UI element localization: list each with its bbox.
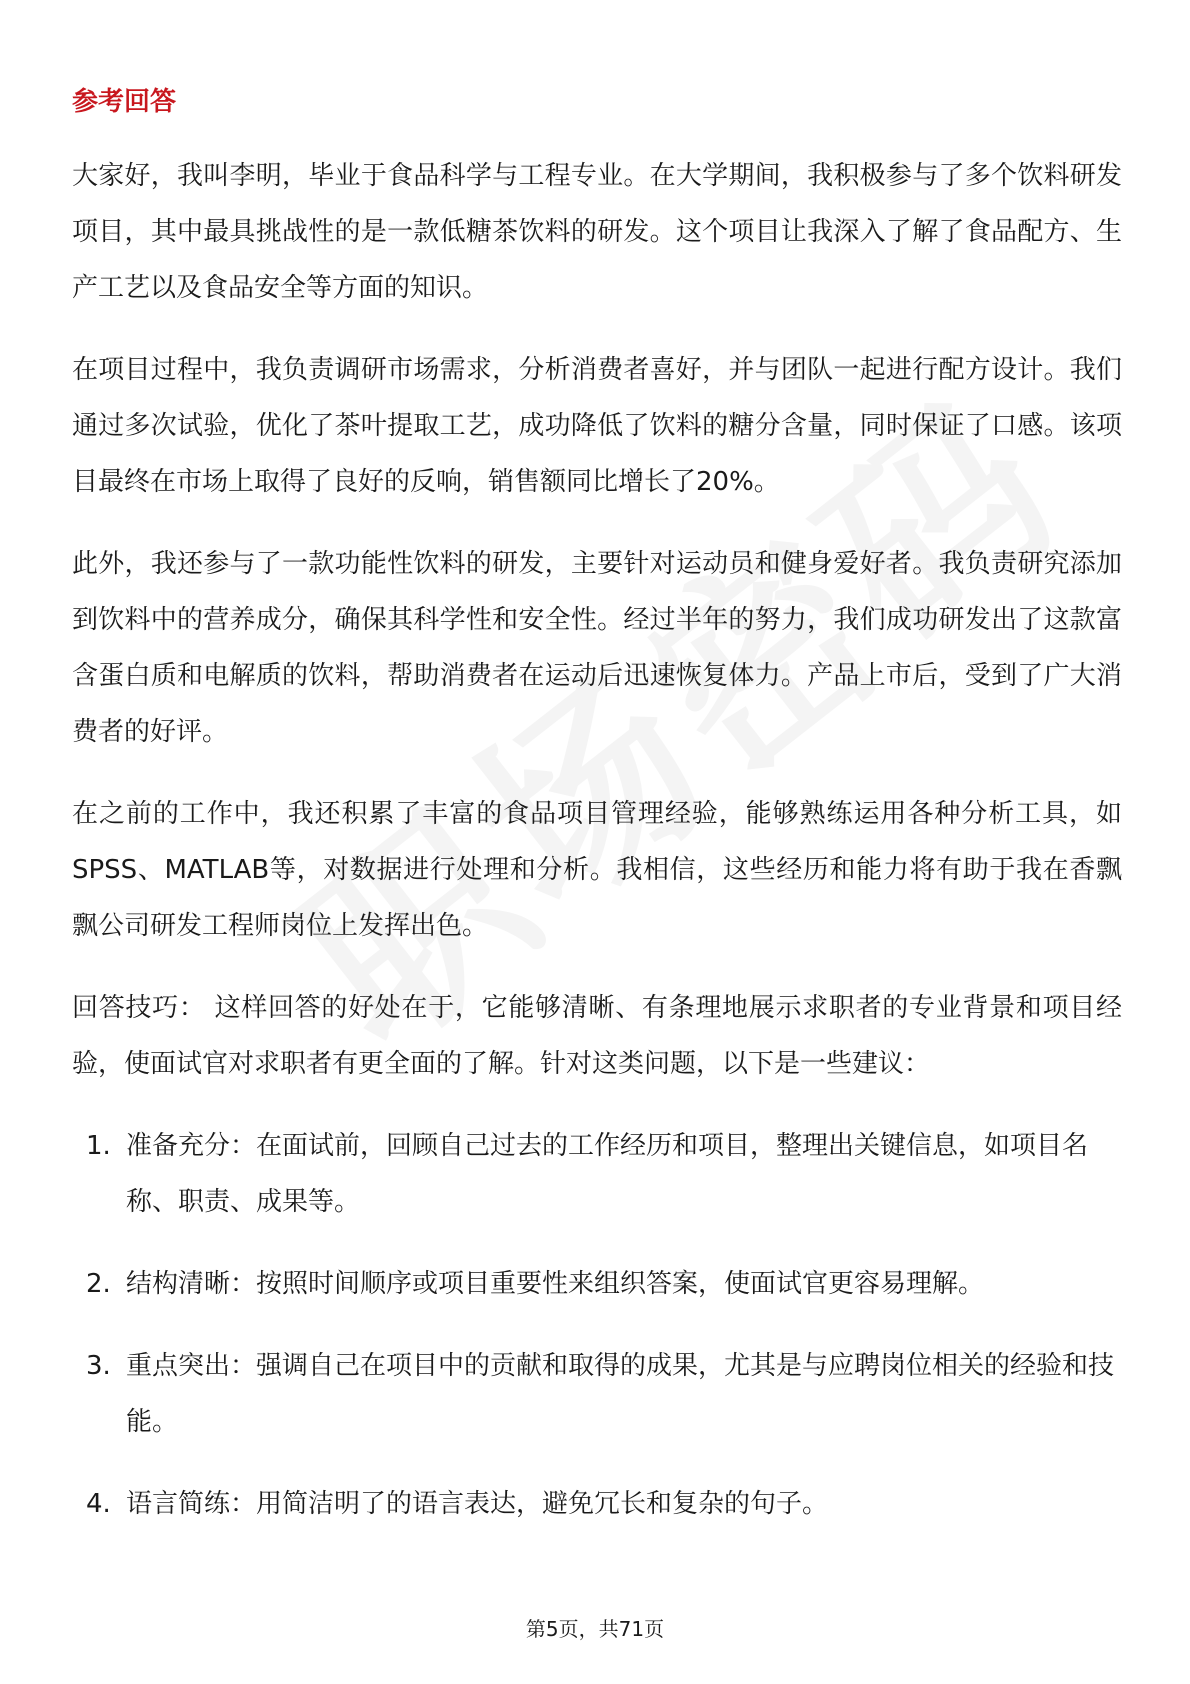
section-heading: 参考回答 <box>72 87 177 117</box>
list-item-number: 4. <box>86 1489 111 1519</box>
list-item-text: 准备充分：在面试前，回顾自己过去的工作经历和项目，整理出关键信息，如项目名称、职责、成果等。 <box>126 1131 1089 1217</box>
answer-paragraph-3: 此外，我还参与了一款功能性饮料的研发，主要针对运动员和健身爱好者。我负责研究添加到饮料中的营养成分，确保其科学性和安全性。经过半年的努力，我们成功研发出了这款富含蛋白质和电解质的饮料，帮助消费者在运动后迅速恢复体力。产品上市后，受到了广大消费者的好评。 <box>72 549 1122 747</box>
list-item <box>72 1256 1122 1312</box>
list-item-text: 结构清晰：按照时间顺序或项目重要性来组织答案，使面试官更容易理解。 <box>126 1269 985 1299</box>
tips-intro-paragraph: 回答技巧： 这样回答的好处在于，它能够清晰、有条理地展示求职者的专业背景和项目经验，使面试官对求职者有更全面的了解。针对这类问题，以下是一些建议： <box>72 993 1122 1079</box>
page-content <box>72 84 1122 1558</box>
answer-paragraph-1: 大家好，我叫李明，毕业于食品科学与工程专业。在大学期间，我积极参与了多个饮料研发项目，其中最具挑战性的是一款低糖茶饮料的研发。这个项目让我深入了解了食品配方、生产工艺以及食品安全等方面的知识。 <box>72 161 1122 303</box>
page-number-footer: 第5页，共71页 <box>525 1617 665 1641</box>
tips-list <box>72 1118 1122 1532</box>
answer-paragraph-4: 在之前的工作中，我还积累了丰富的食品项目管理经验，能够熟练运用各种分析工具，如SPSS、MATLAB等，对数据进行处理和分析。我相信，这些经历和能力将有助于我在香飘飘公司研发工程师岗位上发挥出色。 <box>72 799 1122 941</box>
answer-paragraph-2: 在项目过程中，我负责调研市场需求，分析消费者喜好，并与团队一起进行配方设计。我们通过多次试验，优化了茶叶提取工艺，成功降低了饮料的糖分含量，同时保证了口感。该项目最终在市场上取得了良好的反响，销售额同比增长了20%。 <box>72 355 1122 497</box>
list-item-number: 1. <box>86 1131 111 1161</box>
list-item <box>72 1476 1122 1532</box>
list-item-text: 语言简练：用简洁明了的语言表达，避免冗长和复杂的句子。 <box>126 1489 829 1519</box>
list-item-number: 2. <box>86 1269 111 1299</box>
list-item <box>72 1118 1122 1230</box>
list-item-text: 重点突出：强调自己在项目中的贡献和取得的成果，尤其是与应聘岗位相关的经验和技能。 <box>126 1351 1115 1437</box>
list-item-number: 3. <box>86 1351 111 1381</box>
list-item <box>72 1338 1122 1450</box>
